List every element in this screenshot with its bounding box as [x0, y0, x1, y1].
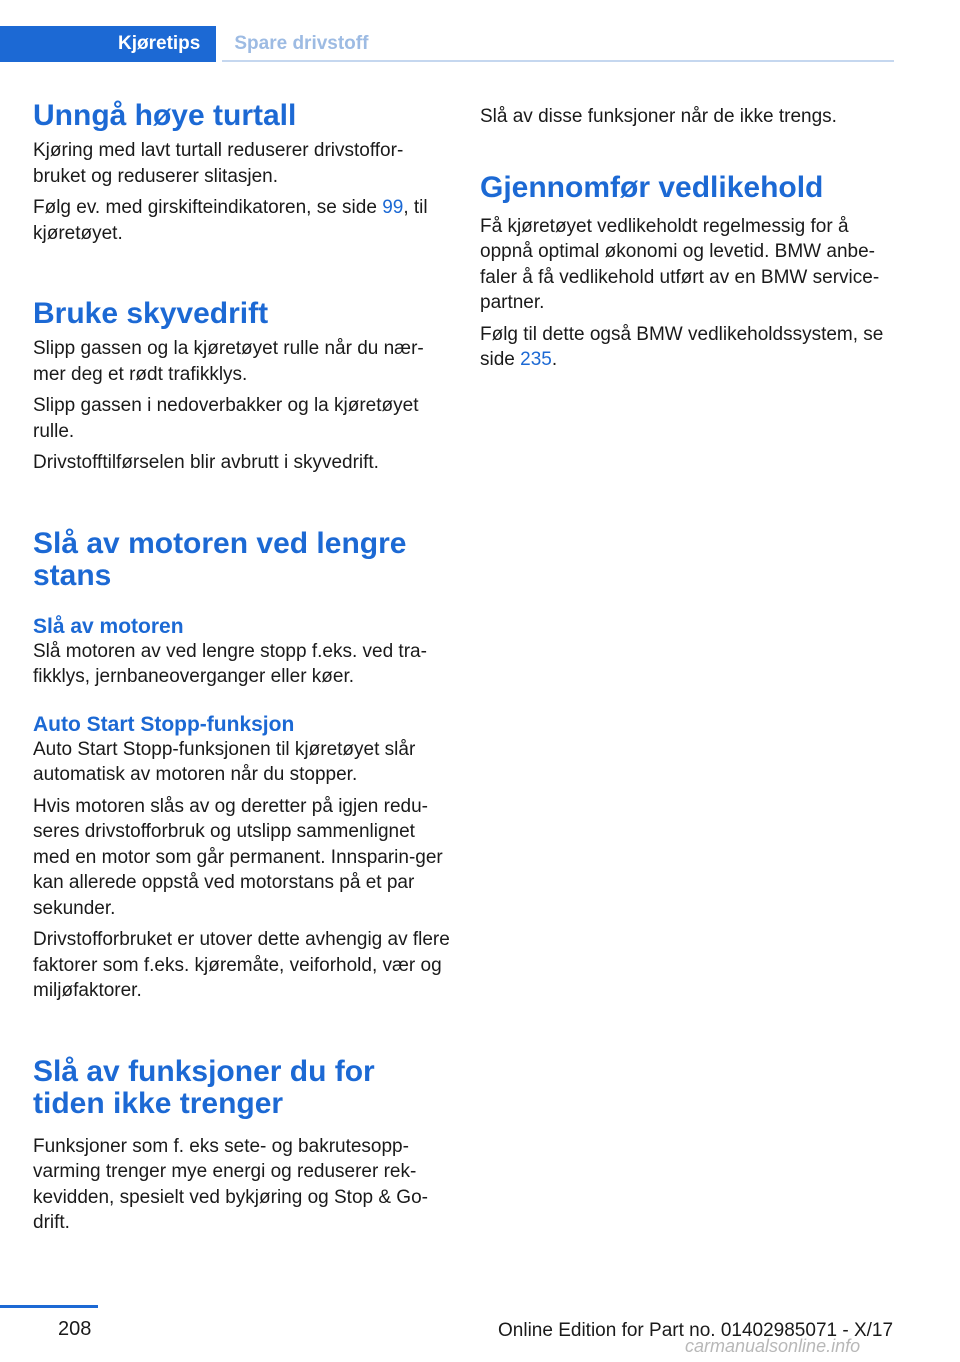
paragraph: Slå av disse funksjoner når de ikke trengs.	[480, 106, 837, 127]
text: Følg ev. med girskifteindikatoren, se side	[33, 197, 383, 218]
paragraph: Slå motoren av ved lengre stopp f.eks. ved tra-fikklys, jernbaneoverganger eller køer.	[33, 640, 427, 687]
watermark: carmanualsonline.info	[685, 1336, 861, 1356]
header-divider	[222, 60, 894, 62]
tab-kjoretips[interactable]: Kjøretips	[0, 26, 216, 62]
paragraph: Funksjoner som f. eks sete- og bakrutesopp-varming trenger mye energi og reduserer rek-kevidden, spesielt ved bykjøring og Stop & Go-drift.	[33, 1135, 428, 1233]
section-title-lengre-stans: Slå av motoren ved lengre stans	[33, 526, 407, 592]
edition-info: Online Edition for Part no. 01402985071 - X/17	[498, 1320, 894, 1341]
header-tabs	[0, 26, 368, 62]
section-title-hoye-turtall: Unngå høye turtall	[33, 99, 297, 132]
paragraph-with-link	[33, 195, 451, 246]
subsection-title-auto-start-stopp: Auto Start Stopp-funksjon	[33, 712, 295, 736]
footer-divider	[0, 1305, 98, 1308]
section-title-skyvedrift: Bruke skyvedrift	[33, 297, 269, 330]
text: , til kjøretøyet.	[33, 197, 428, 244]
paragraph: Hvis motoren slås av og deretter på igjen redu-seres drivstofforbruk og utslipp sammenlignet med en motor som går permanent. Innsparin-ger kan allerede oppstå ved motorstans på et par sekunder.	[33, 795, 443, 919]
text: Følg til dette også BMW vedlikeholdssystem, se side	[480, 323, 884, 370]
paragraph: Få kjøretøyet vedlikeholdt regelmessig for å oppnå optimal økonomi og levetid. BMW anbe-faler å få vedlikehold utført av en BMW service-partner.	[480, 215, 880, 313]
tab-spare-drivstoff[interactable]: Spare drivstoff	[234, 33, 369, 54]
paragraph: Slipp gassen og la kjøretøyet rulle når du nær-mer deg et rødt trafikklys.	[33, 338, 424, 385]
paragraph: Drivstofforbruket er utover dette avhengig av flere faktorer som f.eks. kjøremåte, veiforhold, vær og miljøfaktorer.	[33, 929, 450, 1001]
paragraph: Drivstofftilførselen blir avbrutt i skyvedrift.	[33, 452, 379, 473]
paragraph: Auto Start Stopp-funksjonen til kjøretøyet slår automatisk av motoren når du stopper.	[33, 738, 416, 785]
section-title-sla-av-funksjoner: Slå av funksjoner du for tiden ikke trenger	[33, 1054, 375, 1120]
paragraph: Kjøring med lavt turtall reduserer drivstoffor-bruket og reduserer slitasjen.	[33, 140, 404, 187]
subsection-title-sla-av-motoren: Slå av motoren	[33, 614, 184, 638]
paragraph-with-link	[480, 322, 898, 373]
paragraph: Slipp gassen i nedoverbakker og la kjøretøyet rulle.	[33, 395, 419, 442]
page-number: 208	[58, 1318, 92, 1340]
page-link-99[interactable]: 99	[382, 197, 404, 218]
left-column	[33, 100, 451, 1242]
page-link-235[interactable]: 235	[520, 349, 552, 370]
text: .	[551, 349, 558, 370]
right-column	[480, 100, 898, 379]
section-title-vedlikehold: Gjennomfør vedlikehold	[480, 170, 824, 204]
